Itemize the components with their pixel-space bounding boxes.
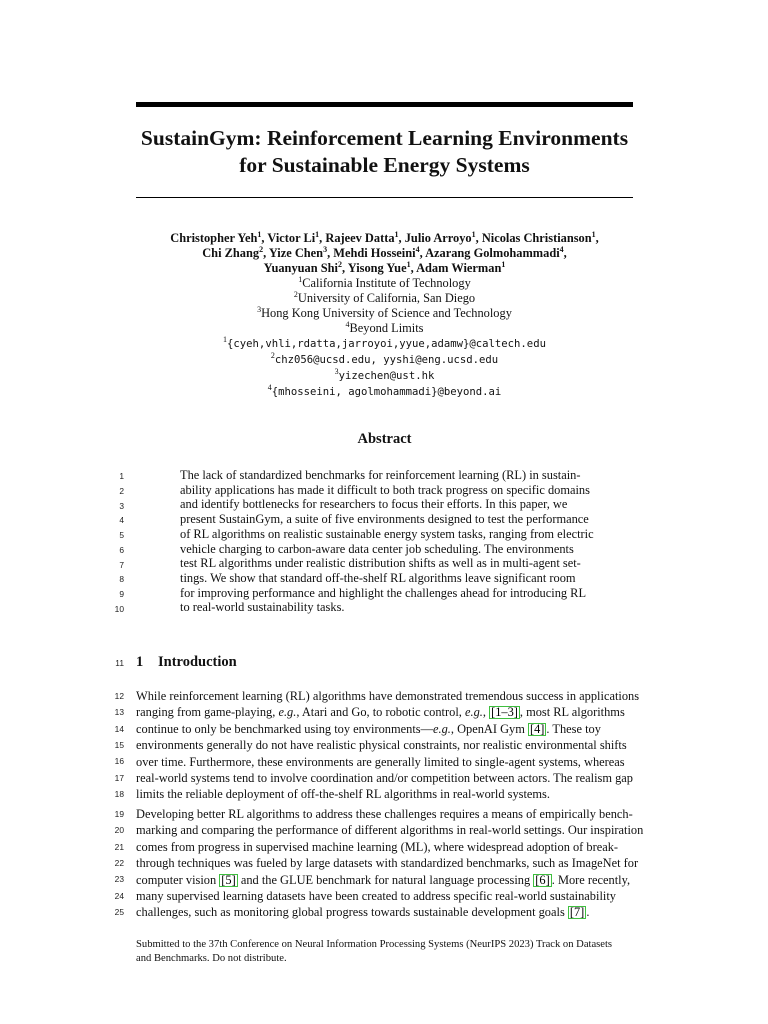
abstract-line: vehicle charging to carbon-aware data center job scheduling. The environments (180, 541, 574, 556)
author-name: Yisong Yue (347, 261, 407, 275)
author-name: Mehdi Hosseini (333, 246, 416, 260)
citation-link[interactable]: [4] (529, 721, 545, 736)
author-affil-mark: 2 (259, 244, 264, 254)
text-line: marking and comparing the performance of different algorithms in real-world settings. Our inspiration (136, 823, 644, 838)
text-line: real-world systems tend to involve coordination and/or competition between actors. The realism gap (136, 771, 633, 786)
email (136, 384, 633, 400)
citation-link[interactable]: [6] (535, 872, 550, 887)
abstract-line: The lack of standardized benchmarks for reinforcement learning (RL) in sustain- (180, 468, 581, 482)
author-affil-mark: 2 (337, 259, 342, 269)
line-number: 16 (114, 756, 124, 766)
title-line: for Sustainable Energy Systems (239, 153, 530, 177)
abstract-line: present SustainGym, a suite of five environments designed to test the performance (180, 512, 589, 527)
line-number: 11 (115, 658, 124, 668)
author-name: Victor Li (267, 231, 316, 245)
abstract-line: to real-world sustainability tasks. (180, 600, 345, 615)
affiliation-text: Beyond Limits (349, 321, 424, 335)
author-affil-mark: 3 (323, 244, 328, 254)
email-mark: 3 (334, 366, 339, 376)
author-name: Azarang Golmohammadi (425, 246, 560, 260)
email-mark: 2 (270, 350, 275, 360)
line-number: 14 (114, 724, 124, 734)
text-run-italic: e.g. (278, 705, 297, 720)
abstract-line: and identify bottlenecks for researchers to focus their efforts. In this paper, we (180, 497, 568, 512)
author-name: Rajeev Datta (325, 231, 395, 245)
affiliation-block (136, 276, 633, 400)
text-run: . (586, 905, 590, 920)
citation-link[interactable]: [5] (221, 872, 236, 887)
abstract-text (180, 468, 600, 615)
affiliation (136, 291, 633, 306)
abstract-line: tings. We show that standard off-the-shelf RL algorithms leave significant room (180, 570, 576, 585)
text-line (136, 904, 633, 920)
author-affil-mark: 1 (591, 229, 596, 239)
line-number: 18 (114, 789, 124, 799)
email (136, 368, 633, 384)
author-affil-mark: 1 (257, 229, 262, 239)
email-text: chz056@ucsd.edu, yyshi@eng.ucsd.edu (274, 354, 499, 366)
line-number: 17 (114, 773, 124, 783)
text-line: limits the reliable deployment of off-the-shelf RL algorithms in real-world systems. (136, 787, 550, 802)
text-run: ranging from game-playing, (136, 705, 279, 720)
line-number: 15 (114, 740, 124, 750)
line-number: 9 (119, 589, 124, 599)
author-affil-mark: 4 (415, 244, 420, 254)
affiliation (136, 321, 633, 336)
line-number: 1 (119, 471, 124, 481)
line-number: 2 (119, 486, 124, 496)
author-affil-mark: 1 (406, 259, 411, 269)
title-line: SustainGym: Reinforcement Learning Environments (140, 126, 629, 150)
author-affil-mark: 1 (315, 229, 320, 239)
affiliation-text: California Institute of Technology (302, 276, 471, 290)
text-line: comes from progress in supervised machine learning (ML), where widespread adoption of break- (136, 839, 619, 854)
line-number: 3 (119, 501, 124, 511)
title-bottom-rule (136, 197, 633, 198)
line-number: 10 (114, 604, 124, 614)
author-list (136, 231, 633, 276)
text-run: computer vision (136, 872, 220, 887)
abstract-line: for improving performance and highlight the challenges ahead for introducing RL (180, 585, 587, 600)
email-text: {cyeh,vhli,rdatta,jarroyoi,yyue,adamw}@caltech.edu (227, 338, 546, 350)
text-run-italic: e.g. (432, 721, 451, 736)
affiliation (136, 276, 633, 291)
line-number: 7 (119, 560, 124, 570)
abstract-line: of RL algorithms on realistic sustainable energy system tasks, ranging from electric (180, 526, 594, 541)
text-run: continue to only be benchmarked using toy environments— (136, 721, 433, 736)
author-affil-mark: 1 (501, 259, 506, 269)
line-number: 4 (119, 515, 124, 525)
citation-link[interactable]: [7] (569, 905, 585, 920)
footnote-line: and Benchmarks. Do not distribute. (136, 952, 287, 964)
author-name: Adam Wierman (416, 261, 502, 275)
line-number: 19 (114, 809, 124, 819)
section-number: 1 (136, 654, 144, 670)
abstract-line: test RL algorithms under realistic distribution shifts as well as in multi-agent set- (180, 556, 581, 571)
author-name: Julio Arroyo (404, 231, 472, 245)
abstract-line: ability applications has made it difficult to both track progress on specific domains (180, 482, 590, 497)
line-number: 25 (114, 907, 124, 917)
author-name: Yize Chen (268, 246, 324, 260)
intro-paragraph-1 (136, 688, 640, 803)
author-line: Yuanyuan Shi$^2$, Yisong Yue$^1$, Adam Wierman$^1$ (263, 259, 506, 275)
line-number: 22 (114, 858, 124, 868)
citation-link[interactable]: [1–3] (491, 705, 518, 720)
author-affil-mark: 1 (471, 229, 476, 239)
author-name: Nicolas Christianson (481, 231, 592, 245)
author-name: Chi Zhang (202, 246, 260, 260)
line-number: 24 (114, 891, 124, 901)
affiliation (136, 306, 633, 321)
text-line: through techniques was fueled by large datasets with standardized benchmarks, such as ImageNet for (136, 856, 639, 871)
text-run: , OpenAI Gym (450, 721, 528, 736)
intro-paragraph-2 (136, 806, 644, 921)
line-number: 5 (119, 530, 124, 540)
text-line: Developing better RL algorithms to address these challenges requires a means of empirically bench- (136, 807, 633, 821)
text-run: , (482, 705, 490, 720)
text-run-italic: e.g. (464, 705, 483, 720)
text-line: many supervised learning datasets have been created to address specific real-world sustainability (136, 889, 616, 904)
author-name: Yuanyuan Shi (263, 261, 338, 275)
line-number: 23 (114, 874, 124, 884)
affil-mark: 3 (257, 304, 262, 314)
text-run: challenges, such as monitoring global progress towards sustainable development goals (136, 905, 568, 920)
text-run: . More recently, (551, 872, 631, 887)
author-line: Chi Zhang$^2$, Yize Chen$^3$, Mehdi Hosseini$^4$, Azarang Golmohammadi$^4$, (202, 244, 567, 260)
email-mark: 4 (267, 382, 272, 392)
text-run: , Atari and Go, to robotic control, (296, 705, 465, 720)
email-mark: 1 (223, 334, 228, 344)
author-line: Christopher Yeh$^1$, Victor Li$^1$, Rajeev Datta$^1$, Julio Arroyo$^1$, Nicolas Christianson$^1$, (170, 229, 599, 245)
text-run: and the GLUE benchmark for natural language processing (237, 872, 534, 887)
affil-mark: 4 (345, 319, 350, 329)
footnote-line: Submitted to the 37th Conference on Neural Information Processing Systems (NeurIPS 2023) Track on Datasets (136, 939, 613, 950)
affil-mark: 2 (293, 289, 298, 299)
line-number: 8 (119, 574, 124, 584)
line-number: 21 (114, 842, 124, 852)
abstract-heading: Abstract (357, 431, 412, 447)
email (136, 336, 633, 352)
affiliation-text: Hong Kong University of Science and Technology (261, 306, 512, 320)
text-line (136, 704, 633, 720)
email-text: yizechen@ust.hk (338, 370, 435, 382)
line-number: 6 (119, 545, 124, 555)
author-affil-mark: 4 (559, 244, 564, 254)
text-line (136, 872, 633, 888)
text-run: , most RL algorithms (519, 705, 625, 720)
author-affil-mark: 1 (394, 229, 399, 239)
text-line: over time. Furthermore, these environments are generally limited to single-agent systems, whereas (136, 754, 625, 769)
affil-mark: 1 (298, 274, 303, 284)
line-number: 13 (114, 707, 124, 717)
line-number: 12 (114, 691, 124, 701)
email-text: {mhosseini, agolmohammadi}@beyond.ai (271, 386, 502, 398)
text-line: While reinforcement learning (RL) algorithms have demonstrated tremendous success in applications (136, 689, 640, 703)
email (136, 352, 633, 368)
title-top-rule (136, 102, 633, 107)
affiliation-text: University of California, San Diego (297, 291, 476, 305)
text-run: . These toy (546, 721, 601, 736)
text-line: environments generally do not have realistic physical constraints, nor realistic environmental shifts (136, 738, 627, 753)
section-heading (136, 653, 237, 671)
section-title: Introduction (158, 654, 237, 670)
submission-footnote (136, 938, 633, 965)
author-name: Christopher Yeh (170, 231, 258, 245)
text-line (136, 721, 633, 737)
paper-title (136, 125, 633, 179)
line-number: 20 (114, 825, 124, 835)
